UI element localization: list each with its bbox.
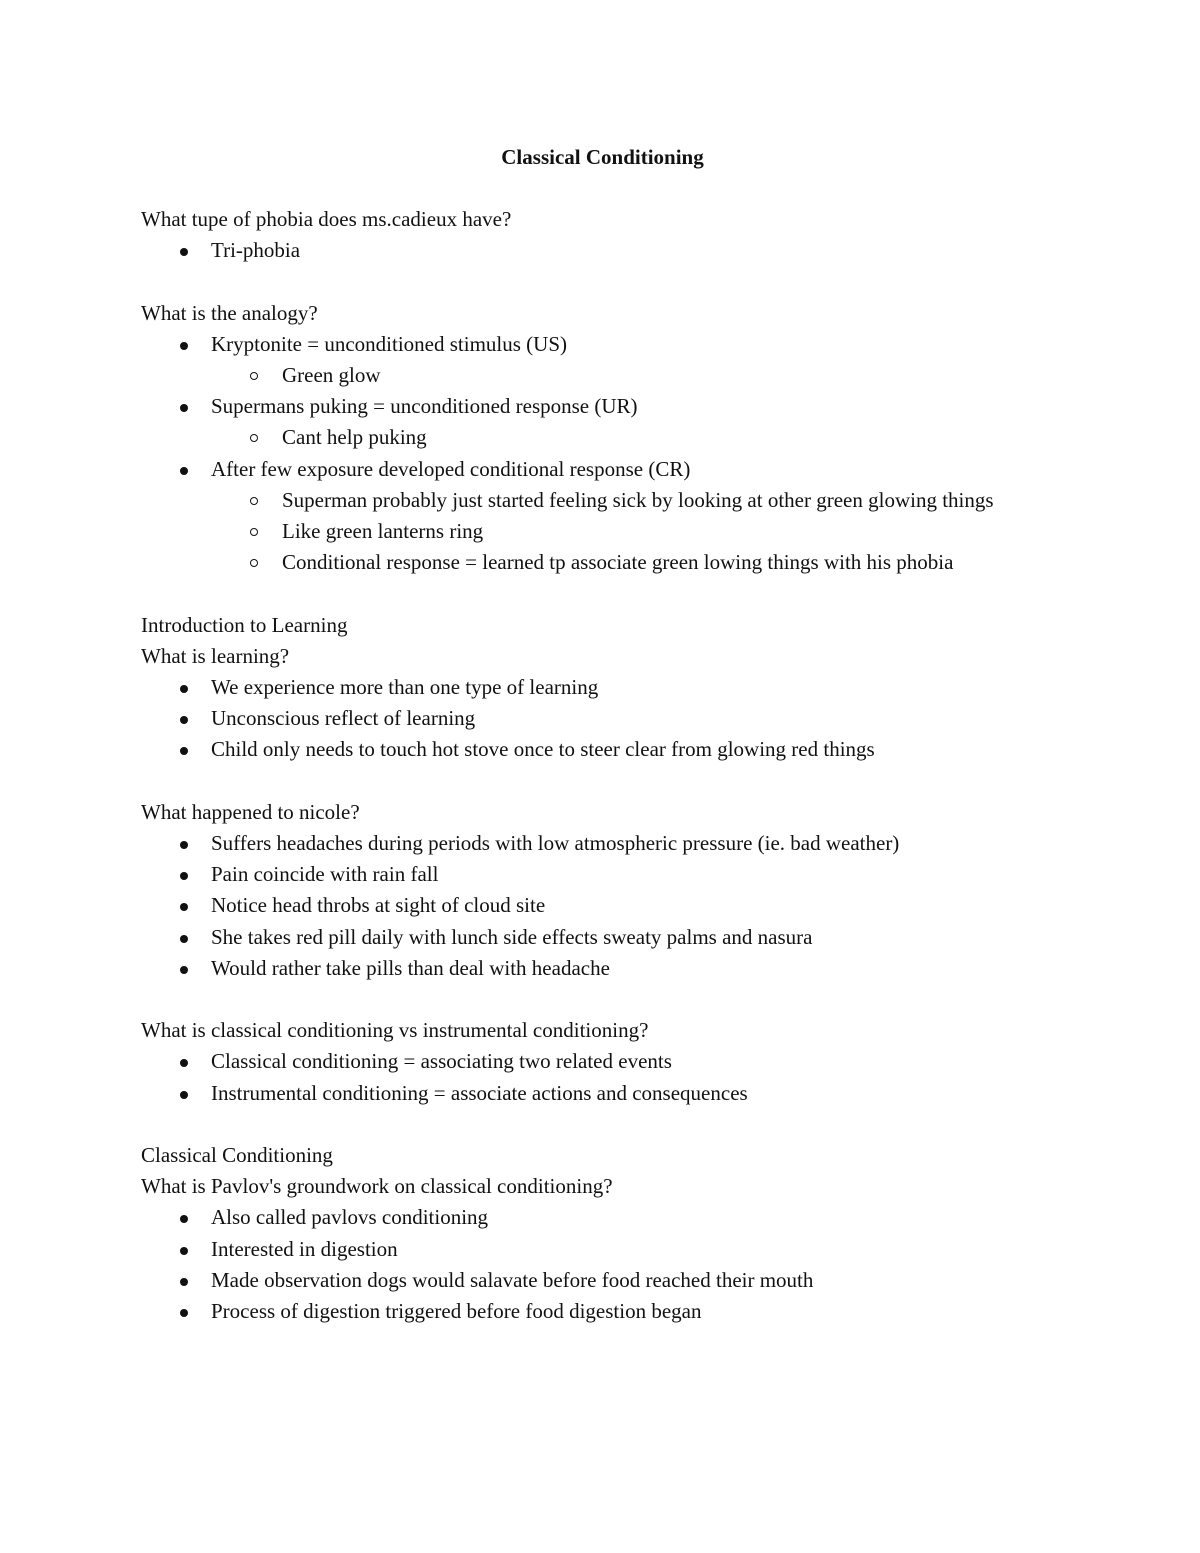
section-subheading: What is learning? (141, 643, 290, 668)
bullet-item: Interested in digestion (141, 1234, 1061, 1265)
bullet-item: Supermans puking = unconditioned response (UR) (141, 391, 1061, 422)
bullet-item: Process of digestion triggered before food digestion began (141, 1296, 1061, 1327)
bullet-item: We experience more than one type of learning (141, 672, 1061, 703)
bullet-item: After few exposure developed conditional response (CR) (141, 454, 1061, 485)
sub-bullet-item: Green glow (141, 360, 1061, 391)
bullet-item: Instrumental conditioning = associate actions and consequences (141, 1078, 1061, 1109)
spacer (141, 578, 1061, 609)
sub-bullet-item: Conditional response = learned tp associate green lowing things with his phobia (141, 547, 1061, 578)
sub-bullet-item: Like green lanterns ring (141, 516, 1061, 547)
bullet-item: Kryptonite = unconditioned stimulus (US) (141, 329, 1061, 360)
bullet-item: Tri-phobia (141, 235, 1061, 266)
section-heading: Classical Conditioning (141, 1143, 333, 1168)
bullet-item: Notice head throbs at sight of cloud site (141, 890, 1061, 921)
page-title: Classical Conditioning (501, 145, 704, 169)
section-heading: What is classical conditioning vs instrumental conditioning? (141, 1018, 649, 1043)
sub-bullet-item: Cant help puking (141, 422, 1061, 453)
spacer (141, 1109, 1061, 1140)
section-heading: Introduction to Learning (141, 612, 348, 637)
spacer (141, 766, 1061, 797)
bullet-item: Made observation dogs would salavate before food reached their mouth (141, 1265, 1061, 1296)
bullet-item: Classical conditioning = associating two related events (141, 1046, 1061, 1077)
sub-bullet-item: Superman probably just started feeling sick by looking at other green glowing things (141, 485, 1042, 516)
bullet-item: Would rather take pills than deal with headache (141, 953, 1061, 984)
section-heading: What is the analogy? (141, 300, 318, 325)
spacer (141, 984, 1061, 1015)
spacer (141, 266, 1061, 297)
bullet-item: Child only needs to touch hot stove once to steer clear from glowing red things (141, 734, 1061, 765)
bullet-item: Pain coincide with rain fall (141, 859, 1061, 890)
document-body (141, 204, 1061, 1327)
bullet-item: Also called pavlovs conditioning (141, 1202, 1061, 1233)
section-subheading: What is Pavlov's groundwork on classical conditioning? (141, 1174, 613, 1199)
bullet-item: Suffers headaches during periods with low atmospheric pressure (ie. bad weather) (141, 828, 1061, 859)
bullet-item: Unconscious reflect of learning (141, 703, 1061, 734)
section-heading: What happened to nicole? (141, 799, 360, 824)
bullet-item: She takes red pill daily with lunch side effects sweaty palms and nasura (141, 922, 1061, 953)
section-heading: What tupe of phobia does ms.cadieux have? (141, 207, 512, 231)
